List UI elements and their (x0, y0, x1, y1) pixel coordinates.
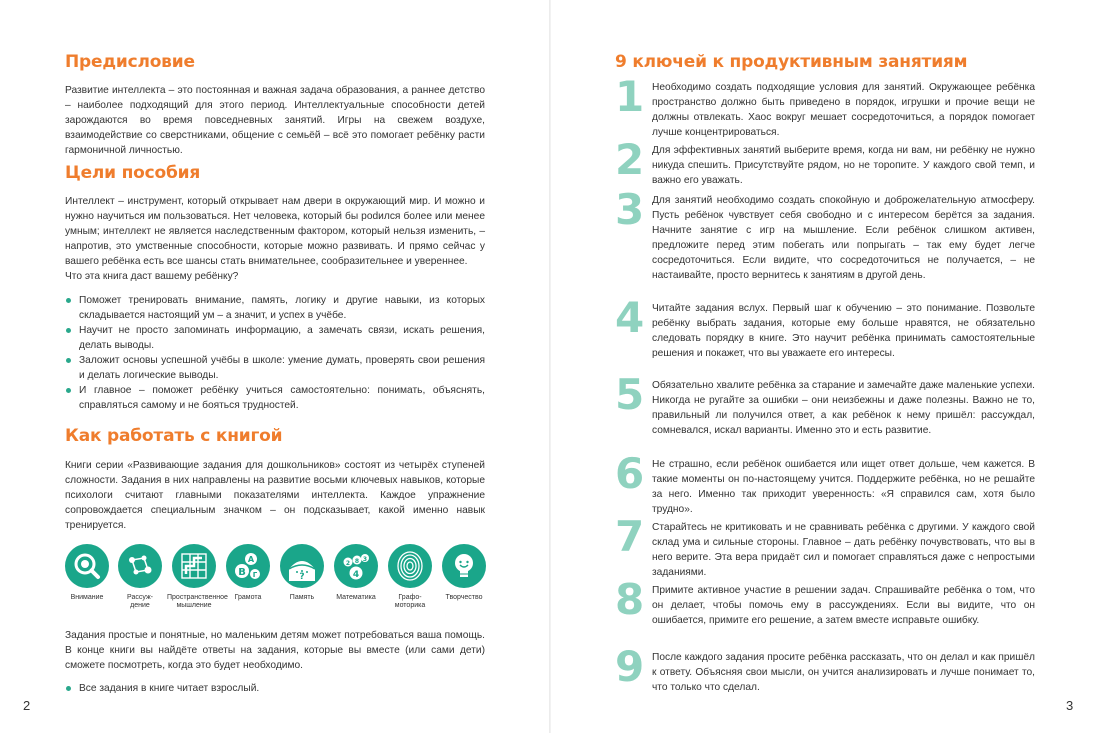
svg-text:8: 8 (354, 558, 360, 565)
key-number: 4 (615, 293, 645, 342)
skill-label: Внимание (70, 594, 104, 601)
skill-memory (275, 544, 329, 602)
head-question-icon (280, 544, 324, 588)
key-item-6 (615, 449, 1035, 517)
svg-text:?: ? (299, 572, 305, 582)
how-to-text: Книги серии «Развивающие задания для дошкольников» состоят из четырёх ступеней сложности. Задания в них направлены на развитие восьми ключевых навыков, которые психологи считают главными показателями интеллекта. Каждое упражнение сопровождается специальным значком – он подсказывает, какой именно навык тренируется. (65, 460, 485, 531)
goals-title: Цели пособия (65, 163, 201, 183)
key-item-1 (615, 72, 1035, 140)
key-text: Примите активное участие в решении задач. Спрашивайте ребёнка о том, что он делает, чтобы помочь ему в рассуждениях. Если вы видите, что он ошибается, примите его решение, а затем вместе исправьте ошибку. (652, 585, 1035, 626)
letters-icon (226, 544, 270, 588)
magnifier-icon (65, 544, 109, 588)
list-item: Все задания в книге читает взрослый. (65, 681, 485, 696)
skill-reasoning (113, 544, 167, 610)
svg-text:4: 4 (352, 570, 360, 580)
skill-graphomotor (383, 544, 437, 610)
skill-spatial (167, 544, 228, 610)
bullet-dot-icon (66, 358, 71, 363)
skill-label: Рассуж- дение (127, 594, 153, 609)
bullet-dot-icon (66, 686, 71, 691)
keys-section-title (615, 52, 1035, 72)
how-to-title: Как работать с книгой (65, 426, 283, 446)
svg-text:Г: Г (252, 571, 258, 579)
svg-text:А: А (247, 555, 255, 564)
preface-title: Предисловие (65, 52, 195, 72)
key-item-5 (615, 370, 1035, 438)
key-item-7 (615, 512, 1035, 580)
key-text: Обязательно хвалите ребёнка за старание и замечайте даже маленькие успехи. Никогда не ругайте за ошибки – они неизбежны и даже полезны. Важно не то, правильный ли получился ответ, а как ребёнок к нему пришёл: рассуждал, сомневался, искал варианты. Именно это и есть развитие. (652, 380, 1035, 436)
grid-path-icon (172, 544, 216, 588)
page-number-left: 2 (23, 698, 31, 713)
key-item-8 (615, 575, 1035, 628)
key-number: 9 (615, 642, 645, 691)
skill-label: Творчество (445, 594, 483, 601)
list-item: Заложит основы успешной учёбы в школе: умение думать, проверять свои решения и делать логические выводы. (65, 353, 485, 383)
fingerprint-icon (388, 544, 432, 588)
how-to-help-section (65, 628, 485, 696)
numbers-icon (334, 544, 378, 588)
page-number-right: 3 (1066, 698, 1074, 713)
list-item: И главное – поможет ребёнку учиться самостоятельно: понимать, объяснять, справляться самому и не бояться трудностей. (65, 383, 485, 413)
lightbulb-icon (442, 544, 486, 588)
skill-label: Математика (336, 594, 376, 601)
skill-label: Графо- моторика (394, 594, 426, 609)
bullet-dot-icon (66, 388, 71, 393)
key-number: 1 (615, 72, 645, 121)
key-text: После каждого задания просите ребёнка рассказать, что он делал и как пришёл к ответу. Объясняя свои мысли, он учится анализировать и лучше понимает то, что только что сделал. (652, 652, 1035, 693)
svg-text:В: В (238, 567, 246, 578)
goals-section (65, 163, 485, 413)
preface-section (65, 52, 485, 158)
how-to-bullet-list (65, 681, 485, 696)
goals-bullet-list (65, 293, 485, 413)
key-text: Старайтесь не критиковать и не сравнивать ребёнка с другими. У каждого свой склад ума и сильные стороны. Главное – дать ребёнку почувствовать, что вы в него верите. Эта вера придаёт сил и помогает справляться даже с непростыми заданиями. (652, 522, 1035, 578)
skill-math (329, 544, 383, 602)
bullet-dot-icon (66, 298, 71, 303)
key-number: 2 (615, 135, 645, 184)
skill-literacy (221, 544, 275, 602)
list-item: Научит не просто запоминать информацию, а замечать связи, искать решения, делать выводы. (65, 323, 485, 353)
key-text: Не страшно, если ребёнок ошибается или ищет ответ дольше, чем кажется. В такие моменты он по-настоящему учится. Поддержите ребёнка, но не решайте за него. Именно так приходит уверенность: «Я справился сам, хотя было трудно». (652, 459, 1035, 515)
key-text: Читайте задания вслух. Первый шаг к обучению – это понимание. Позвольте ребёнку выбрать задания, которые ему больше нравятся, не обязательно следовать порядку в книге. Это научит ребёнка принимать самостоятельные решения и покажет, что вы уважаете его интересы. (652, 303, 1035, 359)
goals-question: Что эта книга даст вашему ребёнку? (65, 271, 239, 282)
key-text: Для эффективных занятий выберите время, когда ни вам, ни ребёнку не нужно никуда спешить. Присутствуйте рядом, но не торопите. У каждого свой темп, и важно его уважать. (652, 145, 1035, 186)
goals-text: Интеллект – инструмент, который открывает нам двери в окружающий мир. И можно и нужно научиться им пользоваться. Нет человека, который бы роdился более или менее умным; интеллект не является наследственным фактором, который нельзя изменить, – напротив, это умственные способности, которые можно развивать. И прямо сейчас у вашего ребёнка есть все шансы стать внимательнее, сообразительнее и увереннее. (65, 196, 485, 267)
skill-attention (60, 544, 114, 602)
connected-nodes-icon (118, 544, 162, 588)
skill-label: Грамота (234, 594, 262, 601)
key-number: 5 (615, 370, 645, 419)
preface-text: Развитие интеллекта – это постоянная и важная задача образования, а раннее детство – наиболее подходящий для этого период. Интеллектуальные способности детей зарождаются во время повседневных занятий. Игры на свежем воздухе, взаимодействие со сверстниками, общение с семьёй – всё это помогает ребёнку расти гармоничной личностью. (65, 85, 485, 156)
key-number: 3 (615, 185, 645, 234)
key-text: Необходимо создать подходящие условия для занятий. Окружающее ребёнка пространство должно быть приведено в порядок, игрушки и прочие вещи не должны отвлекать. Хаос вокруг мешает сосредоточиться, а порядок помогает лучше концентрироваться. (652, 82, 1035, 138)
key-text: Для занятий необходимо создать спокойную и доброжелательную атмосферу. Пусть ребёнок чувствует себя свободно и с интересом берётся за задания. Начните занятие с игр на мышление. Если ребёнок слишком активен, предложите перед этим побегать или попрыгать – так ему будет легче сосредоточиться. Если видите, что сосредоточиться не получается, – не настаивайте, просто вернитесь к занятиям в другой день. (652, 195, 1035, 281)
key-item-4 (615, 293, 1035, 361)
key-item-9 (615, 642, 1035, 695)
how-to-section (65, 426, 485, 533)
skill-label: Пространственное мышление (167, 594, 228, 609)
bullet-dot-icon (66, 328, 71, 333)
key-item-2 (615, 135, 1035, 188)
keys-title: 9 ключей к продуктивным занятиям (615, 52, 968, 72)
svg-text:3: 3 (362, 556, 368, 563)
book-spine (549, 0, 551, 733)
skill-creativity (437, 544, 491, 602)
skills-icons-row (60, 544, 490, 614)
skill-label: Память (289, 594, 315, 601)
key-number: 8 (615, 575, 645, 624)
svg-text:2: 2 (345, 560, 351, 567)
key-number: 6 (615, 449, 645, 498)
list-item: Поможет тренировать внимание, память, логику и другие навыки, из которых складывается настоящий ум – а значит, и успех в учёбе. (65, 293, 485, 323)
key-number: 7 (615, 512, 645, 561)
how-to-help-text: Задания простые и понятные, но маленьким детям может потребоваться ваша помощь. В конце книги вы найдёте ответы на задания, которые вы вместе (или сами дети) сможете посмотреть, когда это будет необходимо. (65, 630, 485, 671)
key-item-3 (615, 185, 1035, 283)
